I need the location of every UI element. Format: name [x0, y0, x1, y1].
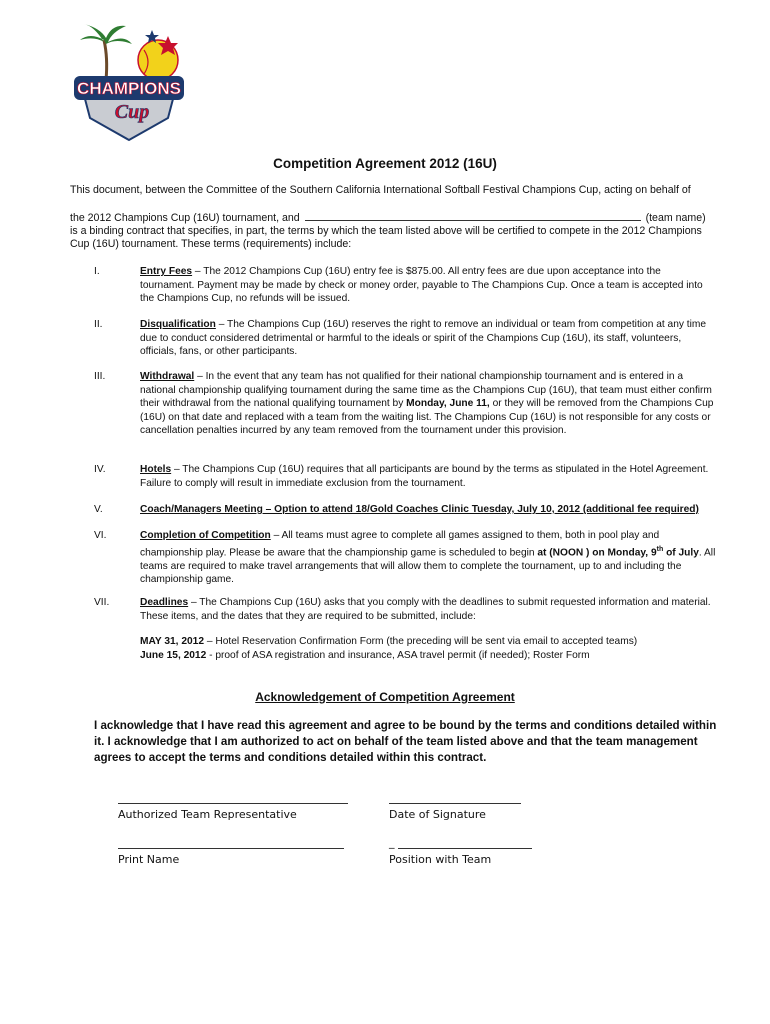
intro-line2 [70, 211, 715, 225]
intro-line3: is a binding contract that specifies, in part, the terms by which the team listed above will be certified to compete in the 2012 Champions Cup (16U) tournament. These terms (requirements) include: [70, 225, 702, 251]
term-body: Hotels – The Champions Cup (16U) requires that all participants are bound by the terms as stipulated in the Hotel Agreement. Failure to comply will result in immediate exclusion from the tournament. [140, 464, 709, 489]
champions-cup-logo [70, 20, 188, 142]
term-number: VI. [94, 530, 107, 541]
term-body: Withdrawal – In the event that any team has not qualified for their national championship tournament and is entered in a national championship qualifying tournament during the same time as the Champions Cup (16U), that team must either confirm their withdrawal from the national qualifying tournament by Monday, June 11, or they will be removed from the Champions Cup (16U) on that date and replaced with a team from the waiting list. The Champions Cup (16U) is not responsible for any costs or cancellation penalties incurred by any team removed from the tournament under this provision. [140, 371, 714, 437]
term-number: III. [94, 371, 106, 382]
intro-line1: This document, between the Committee of the Southern California International Softball Festival Champions Cup, acting on behalf of [70, 184, 691, 196]
date-label: Date of Signature [389, 808, 486, 821]
position-label: Position with Team [389, 853, 492, 866]
palm-tree-icon [104, 40, 107, 80]
print-name-label: Print Name [118, 853, 180, 866]
document-title: Competition Agreement 2012 (16U) [273, 156, 497, 171]
term-number: I. [94, 266, 100, 277]
authorized-rep-signature-line[interactable] [118, 803, 348, 804]
position-prefix: _ [389, 836, 395, 849]
term-body: Completion of Competition – All teams must agree to complete all games assigned to them, both in pool play and championship play. Please be aware that the championship game is scheduled to begin at (NOON ) on Monday, 9th of July. All teams are required to make travel arrangements that will allow them to complete the tournament, up to and including the championship game. [140, 530, 716, 586]
term-number: VII. [94, 597, 110, 608]
logo-line1: CHAMPIONS [77, 79, 181, 98]
acknowledgement-title: Acknowledgement of Competition Agreement [255, 690, 515, 704]
position-line[interactable] [398, 848, 532, 849]
term-number: V. [94, 504, 103, 515]
print-name-line[interactable] [118, 848, 344, 849]
intro-line2a: the 2012 Champions Cup (16U) tournament, and [70, 212, 300, 224]
date-signature-line[interactable] [389, 803, 521, 804]
deadline-desc: – Hotel Reservation Confirmation Form (the preceding will be sent via email to accepted teams) [204, 636, 638, 647]
logo-line2: Cup [114, 101, 150, 123]
term-body: Entry Fees – The 2012 Champions Cup (16U) entry fee is $875.00. All entry fees are due upon acceptance into the tournament. Payment may be made by check or money order, payable to The Champions Cup. Once a team is accepted into the Champions Cup, no refunds will be issued. [140, 266, 703, 305]
term-number: II. [94, 319, 103, 330]
deadline-date: June 15, 2012 [140, 650, 207, 661]
authorized-rep-label: Authorized Team Representative [118, 808, 297, 821]
term-body: Disqualification – The Champions Cup (16U) reserves the right to remove an individual or team from competition at any time due to conduct considered detrimental or harmful to the ideals or spirit of the Champions Cup (16U), its staff, volunteers, officials, fans, or other participants. [140, 319, 707, 358]
acknowledgement-text: I acknowledge that I have read this agreement and agree to be bound by the terms and conditions detailed within it. I acknowledge that I am authorized to act on behalf of the team listed above and that the team management agrees to accept the terms and conditions detailed within this contract. [94, 719, 717, 764]
deadline-date: MAY 31, 2012 [140, 636, 205, 647]
term-body: Coach/Managers Meeting – Option to attend 18/Gold Coaches Clinic Tuesday, July 10, 2012 (additional fee required) [140, 504, 699, 515]
term-number: IV. [94, 464, 106, 475]
intro-line2b: (team name) [645, 212, 706, 224]
term-body: Deadlines – The Champions Cup (16U) asks that you comply with the deadlines to submit requested information and material. These items, and the dates that they are required to be submitted, include: [140, 597, 711, 622]
deadline-desc: - proof of ASA registration and insurance, ASA travel permit (if needed); Roster Form [206, 650, 590, 661]
team-name-field[interactable] [305, 211, 641, 221]
